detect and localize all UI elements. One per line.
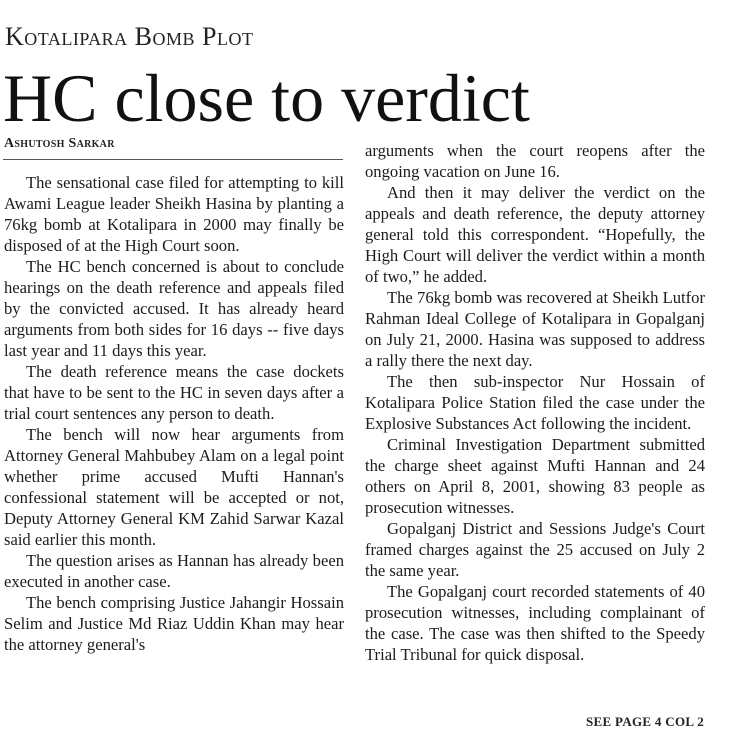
paragraph: Gopalganj District and Sessions Judge's Court framed charges against the 25 accused on July 2 the same year. xyxy=(365,519,705,580)
paragraph: The death reference means the case dockets that have to be sent to the HC in seven days after a trial court sentences any person to death. xyxy=(4,362,344,423)
paragraph: The bench comprising Justice Jahangir Hossain Selim and Justice Md Riaz Uddin Khan may hear the attorney general's xyxy=(4,593,344,654)
paragraph: The question arises as Hannan has already been executed in another case. xyxy=(4,551,344,591)
paragraph: The Gopalganj court recorded statements of 40 prosecution witnesses, including complainant of the case. The case was then shifted to the Speedy Trial Tribunal for quick disposal. xyxy=(365,582,705,664)
paragraph: The sensational case filed for attempting to kill Awami League leader Sheikh Hasina by planting a 76kg bomb at Kotalipara in 2000 may finally be disposed of at the High Court soon. xyxy=(4,173,344,255)
paragraph: Criminal Investigation Department submitted the charge sheet against Mufti Hannan and 24 others on April 8, 2001, showing 83 people as prosecution witnesses. xyxy=(365,435,705,517)
column-1 xyxy=(4,172,344,655)
continuation-jump: SEE PAGE 4 COL 2 xyxy=(586,714,704,729)
paragraph: The bench will now hear arguments from Attorney General Mahbubey Alam on a legal point whether prime accused Mufti Hannan's confessional statement will be accepted or not, Deputy Attorney General KM Zahid Sarwar Kazal said earlier this month. xyxy=(4,425,344,549)
paragraph: arguments when the court reopens after the ongoing vacation on June 16. xyxy=(365,141,705,181)
kicker: Kotalipara Bomb Plot xyxy=(5,22,254,51)
paragraph: And then it may deliver the verdict on the appeals and death reference, the deputy attorney general told this correspondent. “Hopefully, the High Court will deliver the verdict within a month of two,” he added. xyxy=(365,183,705,286)
headline: HC close to verdict xyxy=(3,60,530,136)
paragraph: The HC bench concerned is about to conclude hearings on the death reference and appeals filed by the convicted accused. It has already heard arguments from both sides for 16 days -- five days last year and 11 days this year. xyxy=(4,257,344,360)
paragraph: The 76kg bomb was recovered at Sheikh Lutfor Rahman Ideal College of Kotalipara in Gopalganj on July 21, 2000. Hasina was supposed to address a rally there the next day. xyxy=(365,288,705,370)
byline-rule xyxy=(3,159,343,160)
byline: Ashutosh Sarkar xyxy=(4,136,115,151)
column-2 xyxy=(365,140,705,665)
paragraph: The then sub-inspector Nur Hossain of Kotalipara Police Station filed the case under the Explosive Substances Act following the incident. xyxy=(365,372,705,433)
